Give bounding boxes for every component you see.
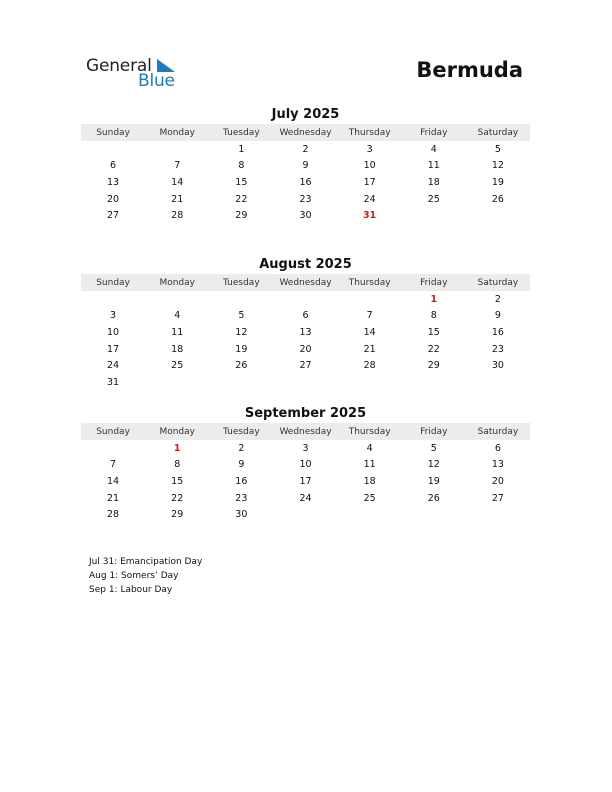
day-cell: 14 [171, 176, 184, 188]
month-title: August 2025 [259, 257, 352, 272]
day-cell: 8 [174, 459, 181, 471]
weekday-header: Wednesday [279, 277, 332, 288]
day-cell: 30 [491, 360, 504, 372]
day-cell: 16 [299, 176, 312, 188]
week-row [81, 374, 530, 391]
holiday-line: Aug 1: Somers’ Day [89, 571, 179, 581]
week-row [81, 324, 530, 341]
day-cell: 26 [491, 193, 504, 205]
day-cell: 13 [491, 459, 504, 471]
day-cell: 15 [427, 326, 440, 338]
day-cell: 12 [235, 326, 248, 338]
week-row [81, 341, 530, 358]
day-cell: 19 [491, 176, 504, 188]
day-cell: 20 [299, 343, 312, 355]
day-cell: 23 [299, 193, 312, 205]
day-cell: 18 [363, 475, 376, 487]
day-cell: 11 [427, 160, 440, 172]
week-row [81, 207, 530, 224]
weekday-header: Saturday [477, 127, 519, 138]
weekday-header: Tuesday [223, 426, 260, 437]
day-cell: 18 [427, 176, 440, 188]
generalblue-logo [86, 56, 186, 92]
weekday-header: Thursday [348, 426, 391, 437]
weekday-header: Saturday [477, 426, 519, 437]
weekday-header: Sunday [96, 426, 130, 437]
day-cell: 30 [299, 210, 312, 222]
day-cell: 21 [107, 492, 120, 504]
day-cell: 5 [430, 442, 437, 454]
day-cell: 19 [427, 475, 440, 487]
day-cell: 15 [171, 475, 184, 487]
day-cell: 22 [235, 193, 248, 205]
day-cell: 8 [238, 160, 245, 172]
day-cell: 9 [238, 459, 245, 471]
weekday-header: Monday [159, 277, 195, 288]
logo-text-general: General [86, 56, 152, 76]
day-cell: 9 [494, 310, 501, 322]
day-cell: 22 [171, 492, 184, 504]
day-cell: 6 [302, 310, 309, 322]
day-cell: 26 [235, 360, 248, 372]
weekday-header: Wednesday [279, 127, 332, 138]
day-cell: 30 [235, 509, 248, 521]
day-cell: 19 [235, 343, 248, 355]
day-cell: 7 [366, 310, 373, 322]
day-cell: 12 [427, 459, 440, 471]
holiday-line: Jul 31: Emancipation Day [89, 557, 203, 567]
day-cell: 25 [427, 193, 440, 205]
weekday-header: Saturday [477, 277, 519, 288]
day-cell: 17 [299, 475, 312, 487]
day-cell: 4 [174, 310, 181, 322]
day-cell: 1 [238, 143, 245, 155]
day-cell: 17 [107, 343, 120, 355]
day-cell: 24 [299, 492, 312, 504]
day-cell: 4 [366, 442, 373, 454]
day-cell: 4 [430, 143, 437, 155]
weekday-header-row [81, 124, 530, 141]
day-cell: 3 [302, 442, 309, 454]
week-row [81, 457, 530, 474]
month-block [81, 405, 530, 523]
month-title: September 2025 [244, 406, 367, 421]
day-cell: 22 [427, 343, 440, 355]
day-cell: 2 [494, 293, 501, 305]
week-row [81, 490, 530, 507]
day-cell: 16 [235, 475, 248, 487]
day-cell: 3 [366, 143, 373, 155]
day-cell: 6 [494, 442, 501, 454]
weekday-header: Tuesday [223, 127, 260, 138]
day-cell: 5 [494, 143, 501, 155]
week-row [81, 158, 530, 175]
day-cell: 15 [235, 176, 248, 188]
week-row [81, 357, 530, 374]
weekday-header: Friday [420, 127, 448, 138]
week-row [81, 473, 530, 490]
day-cell: 28 [363, 360, 376, 372]
day-cell: 18 [171, 343, 184, 355]
holiday-date: 1 [430, 293, 438, 305]
weekday-header: Friday [420, 277, 448, 288]
day-cell: 27 [299, 360, 312, 372]
day-cell: 11 [171, 326, 184, 338]
weekday-header-row [81, 274, 530, 291]
weekday-header: Monday [159, 426, 195, 437]
week-row [81, 308, 530, 325]
day-cell: 16 [491, 326, 504, 338]
weekday-header: Sunday [96, 127, 130, 138]
day-cell: 23 [235, 492, 248, 504]
month-title: July 2025 [271, 107, 340, 122]
day-cell: 21 [171, 193, 184, 205]
day-cell: 27 [491, 492, 504, 504]
day-cell: 26 [427, 492, 440, 504]
day-cell: 2 [302, 143, 309, 155]
day-cell: 29 [171, 509, 184, 521]
day-cell: 11 [363, 459, 376, 471]
weekday-header: Wednesday [279, 426, 332, 437]
weekday-header: Monday [159, 127, 195, 138]
day-cell: 24 [363, 193, 376, 205]
day-cell: 28 [107, 509, 120, 521]
day-cell: 13 [299, 326, 312, 338]
day-cell: 21 [363, 343, 376, 355]
week-row [81, 291, 530, 308]
day-cell: 6 [110, 160, 117, 172]
day-cell: 29 [427, 360, 440, 372]
week-row [81, 506, 530, 523]
weekday-header: Sunday [96, 277, 130, 288]
country-title: Bermuda [416, 58, 523, 82]
weekday-header-row [81, 423, 530, 440]
week-row [81, 440, 530, 457]
month-block [81, 256, 530, 391]
day-cell: 17 [363, 176, 376, 188]
logo-text-blue: Blue [138, 71, 175, 91]
holiday-date: 31 [363, 210, 377, 222]
day-cell: 20 [491, 475, 504, 487]
holiday-date: 1 [173, 442, 181, 454]
day-cell: 3 [110, 310, 117, 322]
day-cell: 23 [491, 343, 504, 355]
day-cell: 12 [491, 160, 504, 172]
day-cell: 28 [171, 210, 184, 222]
week-row [81, 191, 530, 208]
day-cell: 14 [107, 475, 120, 487]
day-cell: 25 [171, 360, 184, 372]
day-cell: 31 [107, 376, 120, 388]
day-cell: 8 [430, 310, 437, 322]
weekday-header: Friday [420, 426, 448, 437]
day-cell: 25 [363, 492, 376, 504]
day-cell: 5 [238, 310, 245, 322]
day-cell: 10 [107, 326, 120, 338]
day-cell: 27 [107, 210, 120, 222]
day-cell: 10 [363, 160, 376, 172]
day-cell: 7 [174, 160, 181, 172]
day-cell: 20 [107, 193, 120, 205]
month-block [81, 106, 530, 224]
day-cell: 2 [238, 442, 245, 454]
day-cell: 24 [107, 360, 120, 372]
holiday-list [89, 555, 202, 597]
weekday-header: Thursday [348, 277, 391, 288]
day-cell: 14 [363, 326, 376, 338]
week-row [81, 174, 530, 191]
day-cell: 29 [235, 210, 248, 222]
weekday-header: Thursday [348, 127, 391, 138]
holiday-line: Sep 1: Labour Day [89, 585, 173, 595]
day-cell: 10 [299, 459, 312, 471]
week-row [81, 141, 530, 158]
weekday-header: Tuesday [223, 277, 260, 288]
day-cell: 13 [107, 176, 120, 188]
day-cell: 9 [302, 160, 309, 172]
day-cell: 7 [110, 459, 117, 471]
